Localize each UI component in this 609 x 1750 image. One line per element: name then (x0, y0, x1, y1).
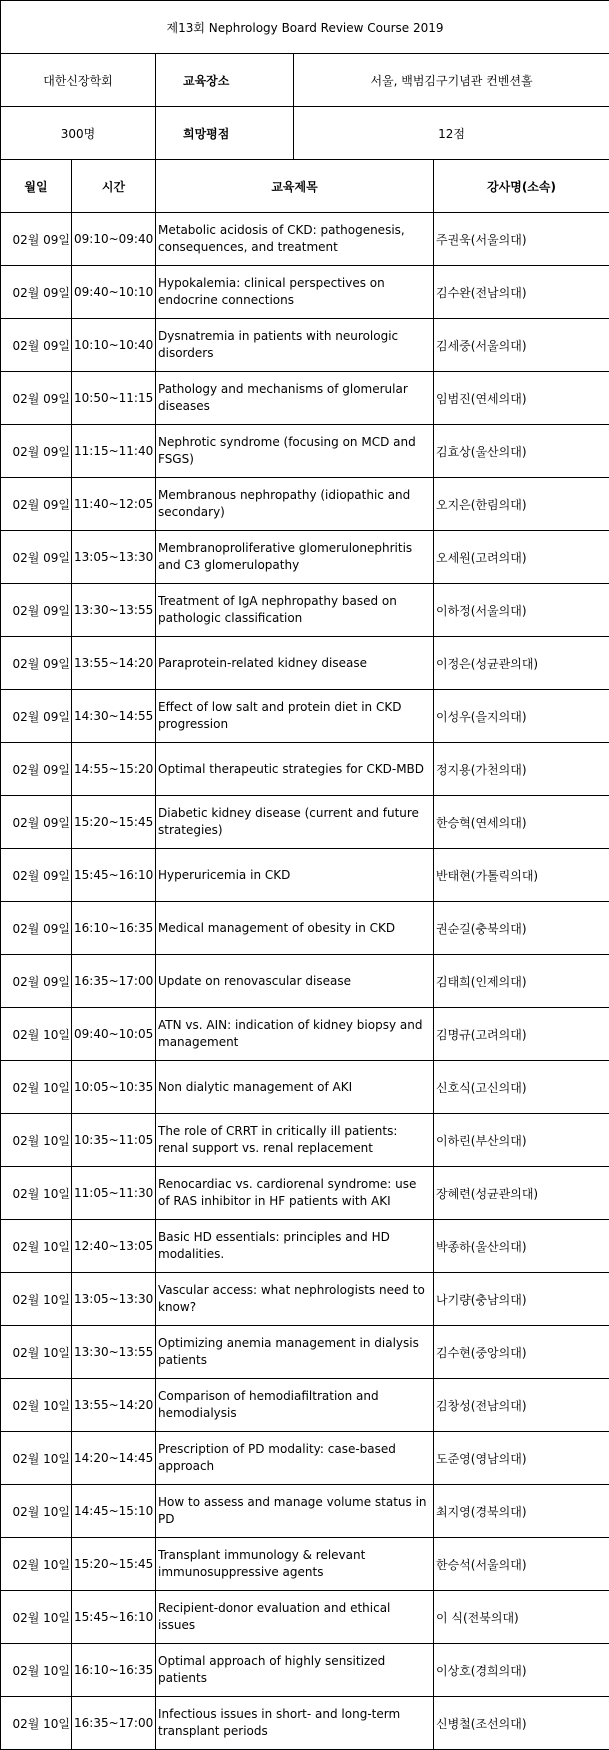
session-topic: Hypokalemia: clinical perspectives on endocrine connections (156, 266, 434, 319)
session-speaker: 김효상(울산의대) (434, 425, 609, 478)
table-row (1, 1644, 609, 1697)
session-date: 02월 09일 (1, 266, 72, 319)
session-time: 16:35~17:00 (72, 1697, 156, 1750)
credit-row (1, 107, 609, 160)
credit-label: 희망평점 (156, 107, 294, 159)
session-topic: Optimal therapeutic strategies for CKD-MBD (156, 743, 434, 796)
session-date: 02월 10일 (1, 1273, 72, 1326)
table-row (1, 743, 609, 796)
session-date: 02월 10일 (1, 1485, 72, 1538)
session-speaker: 도준영(영남의대) (434, 1432, 609, 1485)
session-speaker: 이성우(을지의대) (434, 690, 609, 743)
session-topic: Infectious issues in short- and long-term transplant periods (156, 1697, 434, 1750)
session-speaker: 이 식(전북의대) (434, 1591, 609, 1644)
session-speaker: 이정은(성균관의대) (434, 637, 609, 690)
session-date: 02월 10일 (1, 1432, 72, 1485)
session-speaker: 김수현(중앙의대) (434, 1326, 609, 1379)
session-time: 15:20~15:45 (72, 1538, 156, 1591)
session-date: 02월 10일 (1, 1326, 72, 1379)
table-row (1, 319, 609, 372)
session-time: 09:40~10:10 (72, 266, 156, 319)
table-row (1, 690, 609, 743)
session-speaker: 오지은(한림의대) (434, 478, 609, 531)
session-topic: Nephrotic syndrome (focusing on MCD and FSGS) (156, 425, 434, 478)
session-date: 02월 09일 (1, 584, 72, 637)
session-date: 02월 10일 (1, 1697, 72, 1750)
session-time: 11:15~11:40 (72, 425, 156, 478)
session-date: 02월 09일 (1, 637, 72, 690)
session-speaker: 정지용(가천의대) (434, 743, 609, 796)
column-header-time: 시간 (72, 160, 156, 213)
session-speaker: 신호식(고신의대) (434, 1061, 609, 1114)
session-speaker: 나기량(충남의대) (434, 1273, 609, 1326)
session-time: 15:20~15:45 (72, 796, 156, 849)
table-row (1, 266, 609, 319)
table-row (1, 1538, 609, 1591)
session-date: 02월 10일 (1, 1379, 72, 1432)
table-row (1, 1485, 609, 1538)
session-time: 10:50~11:15 (72, 372, 156, 425)
table-row (1, 372, 609, 425)
column-header-speaker: 강사명(소속) (434, 160, 609, 213)
session-time: 09:10~09:40 (72, 213, 156, 266)
session-date: 02월 09일 (1, 849, 72, 902)
session-topic: Renocardiac vs. cardiorenal syndrome: use of RAS inhibitor in HF patients with AKI (156, 1167, 434, 1220)
venue-value: 서울, 백범김구기념관 컨벤션홀 (370, 73, 533, 88)
session-speaker: 오세원(고려의대) (434, 531, 609, 584)
session-topic: Paraprotein-related kidney disease (156, 637, 434, 690)
session-time: 16:10~16:35 (72, 1644, 156, 1697)
session-date: 02월 09일 (1, 743, 72, 796)
course-title: 제13회 Nephrology Board Review Course 2019 (1, 1, 609, 54)
table-row (1, 1273, 609, 1326)
session-speaker: 이하정(서울의대) (434, 584, 609, 637)
session-topic: Diabetic kidney disease (current and future strategies) (156, 796, 434, 849)
session-time: 14:45~15:10 (72, 1485, 156, 1538)
session-topic: Recipient-donor evaluation and ethical issues (156, 1591, 434, 1644)
session-date: 02월 09일 (1, 690, 72, 743)
session-speaker: 한승석(서울의대) (434, 1538, 609, 1591)
venue-label: 교육장소 (156, 54, 294, 106)
session-topic: Hyperuricemia in CKD (156, 849, 434, 902)
session-speaker: 신병철(조선의대) (434, 1697, 609, 1750)
session-speaker: 임범진(연세의대) (434, 372, 609, 425)
session-time: 14:30~14:55 (72, 690, 156, 743)
session-date: 02월 09일 (1, 372, 72, 425)
column-header-row (1, 160, 609, 213)
session-time: 15:45~16:10 (72, 1591, 156, 1644)
table-row (1, 1220, 609, 1273)
session-speaker: 김수완(전남의대) (434, 266, 609, 319)
session-time: 13:05~13:30 (72, 531, 156, 584)
session-topic: ATN vs. AIN: indication of kidney biopsy and management (156, 1008, 434, 1061)
session-speaker: 이하린(부산의대) (434, 1114, 609, 1167)
table-row (1, 1008, 609, 1061)
session-time: 10:10~10:40 (72, 319, 156, 372)
session-time: 15:45~16:10 (72, 849, 156, 902)
session-date: 02월 09일 (1, 796, 72, 849)
table-row (1, 1167, 609, 1220)
session-date: 02월 10일 (1, 1167, 72, 1220)
venue-row (1, 54, 609, 107)
session-topic: Medical management of obesity in CKD (156, 902, 434, 955)
session-speaker: 김명규(고려의대) (434, 1008, 609, 1061)
table-row (1, 425, 609, 478)
column-header-date: 월일 (1, 160, 72, 213)
session-topic: Treatment of IgA nephropathy based on pathologic classification (156, 584, 434, 637)
session-speaker: 장혜련(성균관의대) (434, 1167, 609, 1220)
session-time: 13:05~13:30 (72, 1273, 156, 1326)
table-row (1, 584, 609, 637)
session-time: 13:55~14:20 (72, 1379, 156, 1432)
session-time: 13:30~13:55 (72, 584, 156, 637)
session-time: 10:05~10:35 (72, 1061, 156, 1114)
session-topic: Optimizing anemia management in dialysis patients (156, 1326, 434, 1379)
session-topic: Effect of low salt and protein diet in CKD progression (156, 690, 434, 743)
table-row (1, 902, 609, 955)
title-row (1, 1, 609, 54)
session-date: 02월 09일 (1, 478, 72, 531)
session-speaker: 한승혁(연세의대) (434, 796, 609, 849)
session-topic: Transplant immunology & relevant immunosuppressive agents (156, 1538, 434, 1591)
session-topic: Vascular access: what nephrologists need to know? (156, 1273, 434, 1326)
session-date: 02월 09일 (1, 213, 72, 266)
session-speaker: 이상호(경희의대) (434, 1644, 609, 1697)
session-time: 16:35~17:00 (72, 955, 156, 1008)
session-topic: Comparison of hemodiafiltration and hemodialysis (156, 1379, 434, 1432)
session-topic: Non dialytic management of AKI (156, 1061, 434, 1114)
table-row (1, 1326, 609, 1379)
session-time: 13:55~14:20 (72, 637, 156, 690)
table-row (1, 1591, 609, 1644)
session-date: 02월 10일 (1, 1114, 72, 1167)
session-date: 02월 10일 (1, 1220, 72, 1273)
table-row (1, 531, 609, 584)
session-date: 02월 09일 (1, 902, 72, 955)
session-time: 09:40~10:05 (72, 1008, 156, 1061)
session-time: 14:20~14:45 (72, 1432, 156, 1485)
session-speaker: 김태희(인제의대) (434, 955, 609, 1008)
session-topic: Membranous nephropathy (idiopathic and secondary) (156, 478, 434, 531)
capacity: 300명 (1, 107, 156, 160)
organizer: 대한신장학회 (1, 54, 156, 107)
session-date: 02월 10일 (1, 1008, 72, 1061)
table-row (1, 796, 609, 849)
table-row (1, 637, 609, 690)
session-speaker: 반태현(가톨릭의대) (434, 849, 609, 902)
session-time: 14:55~15:20 (72, 743, 156, 796)
column-header-topic: 교육제목 (156, 160, 434, 213)
session-date: 02월 10일 (1, 1644, 72, 1697)
session-date: 02월 10일 (1, 1591, 72, 1644)
session-topic: How to assess and manage volume status in PD (156, 1485, 434, 1538)
table-row (1, 955, 609, 1008)
session-date: 02월 09일 (1, 319, 72, 372)
session-speaker: 권순길(충북의대) (434, 902, 609, 955)
session-time: 12:40~13:05 (72, 1220, 156, 1273)
session-topic: Dysnatremia in patients with neurologic disorders (156, 319, 434, 372)
table-row (1, 1379, 609, 1432)
session-speaker: 주권욱(서울의대) (434, 213, 609, 266)
session-date: 02월 10일 (1, 1061, 72, 1114)
table-row (1, 1697, 609, 1750)
table-row (1, 1432, 609, 1485)
table-row (1, 1114, 609, 1167)
session-date: 02월 09일 (1, 955, 72, 1008)
session-speaker: 박종하(울산의대) (434, 1220, 609, 1273)
table-row (1, 478, 609, 531)
session-topic: Optimal approach of highly sensitized patients (156, 1644, 434, 1697)
session-speaker: 최지영(경북의대) (434, 1485, 609, 1538)
session-time: 11:05~11:30 (72, 1167, 156, 1220)
session-speaker: 김세중(서울의대) (434, 319, 609, 372)
session-topic: Update on renovascular disease (156, 955, 434, 1008)
table-row (1, 213, 609, 266)
session-speaker: 김창성(전남의대) (434, 1379, 609, 1432)
session-topic: Basic HD essentials: principles and HD modalities. (156, 1220, 434, 1273)
session-topic: Membranoproliferative glomerulonephritis and C3 glomerulopathy (156, 531, 434, 584)
session-date: 02월 09일 (1, 531, 72, 584)
session-topic: Prescription of PD modality: case-based approach (156, 1432, 434, 1485)
session-date: 02월 10일 (1, 1538, 72, 1591)
session-topic: Pathology and mechanisms of glomerular diseases (156, 372, 434, 425)
session-time: 16:10~16:35 (72, 902, 156, 955)
session-time: 11:40~12:05 (72, 478, 156, 531)
table-row (1, 849, 609, 902)
credit-value: 12점 (438, 126, 465, 141)
session-time: 13:30~13:55 (72, 1326, 156, 1379)
session-time: 10:35~11:05 (72, 1114, 156, 1167)
session-date: 02월 09일 (1, 425, 72, 478)
session-topic: The role of CRRT in critically ill patients: renal support vs. renal replacement (156, 1114, 434, 1167)
session-topic: Metabolic acidosis of CKD: pathogenesis, consequences, and treatment (156, 213, 434, 266)
table-row (1, 1061, 609, 1114)
